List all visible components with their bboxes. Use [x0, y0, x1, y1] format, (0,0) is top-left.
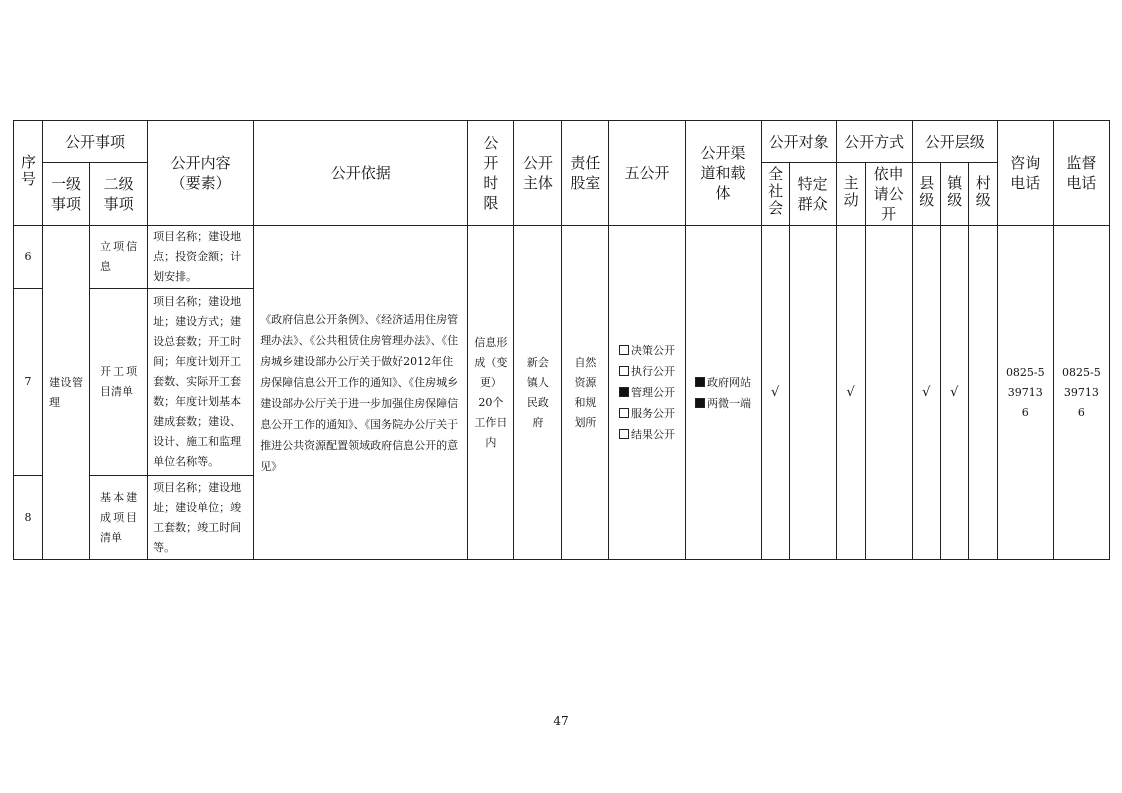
row-seq: 8 — [14, 476, 43, 560]
checklist-item — [619, 424, 675, 445]
header-level-village: 村级 — [968, 163, 997, 226]
level2-cell: 立项信息 — [90, 226, 148, 289]
header-channel: 公开渠道和载体 — [685, 121, 761, 226]
unchecked-box-icon — [619, 408, 629, 418]
header-matter-group: 公开事项 — [43, 121, 148, 163]
checklist-item — [619, 382, 675, 403]
checklist-item — [695, 393, 751, 414]
content-cell: 项目名称；建设地址；建设方式；建设总套数；开工时间；年度计划开工套数、实际开工套数；年度计划基本建成套数；建设、设计、施工和监理单位名称等。 — [148, 289, 254, 476]
level1-cell: 建设管理 — [43, 226, 90, 560]
level2-cell: 基本建成项目清单 — [90, 476, 148, 560]
unchecked-box-icon — [619, 345, 629, 355]
five-cell — [609, 226, 685, 560]
header-content: 公开内容（要素） — [148, 121, 254, 226]
checklist-label: 结果公开 — [630, 428, 675, 441]
dept-cell: 自然资源和规划所 — [562, 226, 609, 560]
checked-box-icon — [695, 398, 705, 408]
checklist-label: 服务公开 — [630, 407, 675, 420]
channel-checklist — [695, 372, 751, 414]
header-level2: 二级事项 — [90, 163, 148, 226]
mode-apply-cell — [865, 226, 912, 560]
header-target-all: 全社会 — [761, 163, 789, 226]
supervise-phone: 0825-5397136 — [1053, 226, 1109, 560]
channel-cell — [685, 226, 761, 560]
header-basis: 公开依据 — [254, 121, 468, 226]
checklist-item — [619, 361, 675, 382]
header-dept: 责任股室 — [562, 121, 609, 226]
basis-cell: 《政府信息公开条例》、《经济适用住房管理办法》、《公共租赁住房管理办法》、《住房城乡建设部办公厅关于做好2012年住房保障信息公开工作的通知》、《住房城乡建设部办公厅关于进一步加强住房保障信息公开工作的通知》、《国务院办公厅关于推进公共资源配置领域政府信息公开的意见》 — [254, 226, 468, 560]
checklist-label: 执行公开 — [630, 365, 675, 378]
checklist-label: 两微一端 — [707, 396, 752, 410]
header-level-group: 公开层级 — [912, 121, 997, 163]
disclosure-table — [13, 120, 1110, 560]
checklist-item — [619, 403, 675, 424]
level-village-cell — [968, 226, 997, 560]
header-subject: 公开主体 — [514, 121, 562, 226]
checklist-item — [695, 372, 751, 393]
content-cell: 项目名称；建设地点；投资金额；计划安排。 — [148, 226, 254, 289]
unchecked-box-icon — [619, 366, 629, 376]
level-county-cell: √ — [912, 226, 940, 560]
header-consult: 咨询电话 — [997, 121, 1053, 226]
header-seq: 序号 — [14, 121, 43, 226]
time-limit-cell: 信息形成（变更）20个工作日内 — [468, 226, 514, 560]
five-checklist — [619, 340, 675, 445]
header-target-group: 公开对象 — [761, 121, 836, 163]
page-number: 47 — [553, 714, 569, 728]
table-row — [14, 226, 1110, 289]
header-level1: 一级事项 — [43, 163, 90, 226]
content-cell: 项目名称；建设地址；建设单位；竣工套数；竣工时间等。 — [148, 476, 254, 560]
header-mode-apply: 依申请公开 — [865, 163, 912, 226]
target-all-cell: √ — [761, 226, 789, 560]
header-level-town: 镇级 — [940, 163, 968, 226]
header-mode-group: 公开方式 — [836, 121, 912, 163]
checklist-label: 决策公开 — [630, 344, 675, 357]
level2-cell: 开工项目清单 — [90, 289, 148, 476]
header-level-county: 县级 — [912, 163, 940, 226]
checklist-label: 管理公开 — [630, 386, 675, 399]
row-seq: 6 — [14, 226, 43, 289]
mode-active-cell: √ — [836, 226, 865, 560]
checklist-label: 政府网站 — [707, 375, 752, 389]
level-town-cell: √ — [940, 226, 968, 560]
header-supervise: 监督电话 — [1053, 121, 1109, 226]
checked-box-icon — [695, 377, 705, 387]
header-time-limit: 公开时限 — [468, 121, 514, 226]
checked-box-icon — [619, 387, 629, 397]
header-target-specific: 特定群众 — [789, 163, 836, 226]
row-seq: 7 — [14, 289, 43, 476]
header-five: 五公开 — [609, 121, 685, 226]
checklist-item — [619, 340, 675, 361]
header-mode-active: 主动 — [836, 163, 865, 226]
subject-cell: 新会镇人民政府 — [514, 226, 562, 560]
unchecked-box-icon — [619, 429, 629, 439]
target-specific-cell — [789, 226, 836, 560]
consult-phone: 0825-5397136 — [997, 226, 1053, 560]
